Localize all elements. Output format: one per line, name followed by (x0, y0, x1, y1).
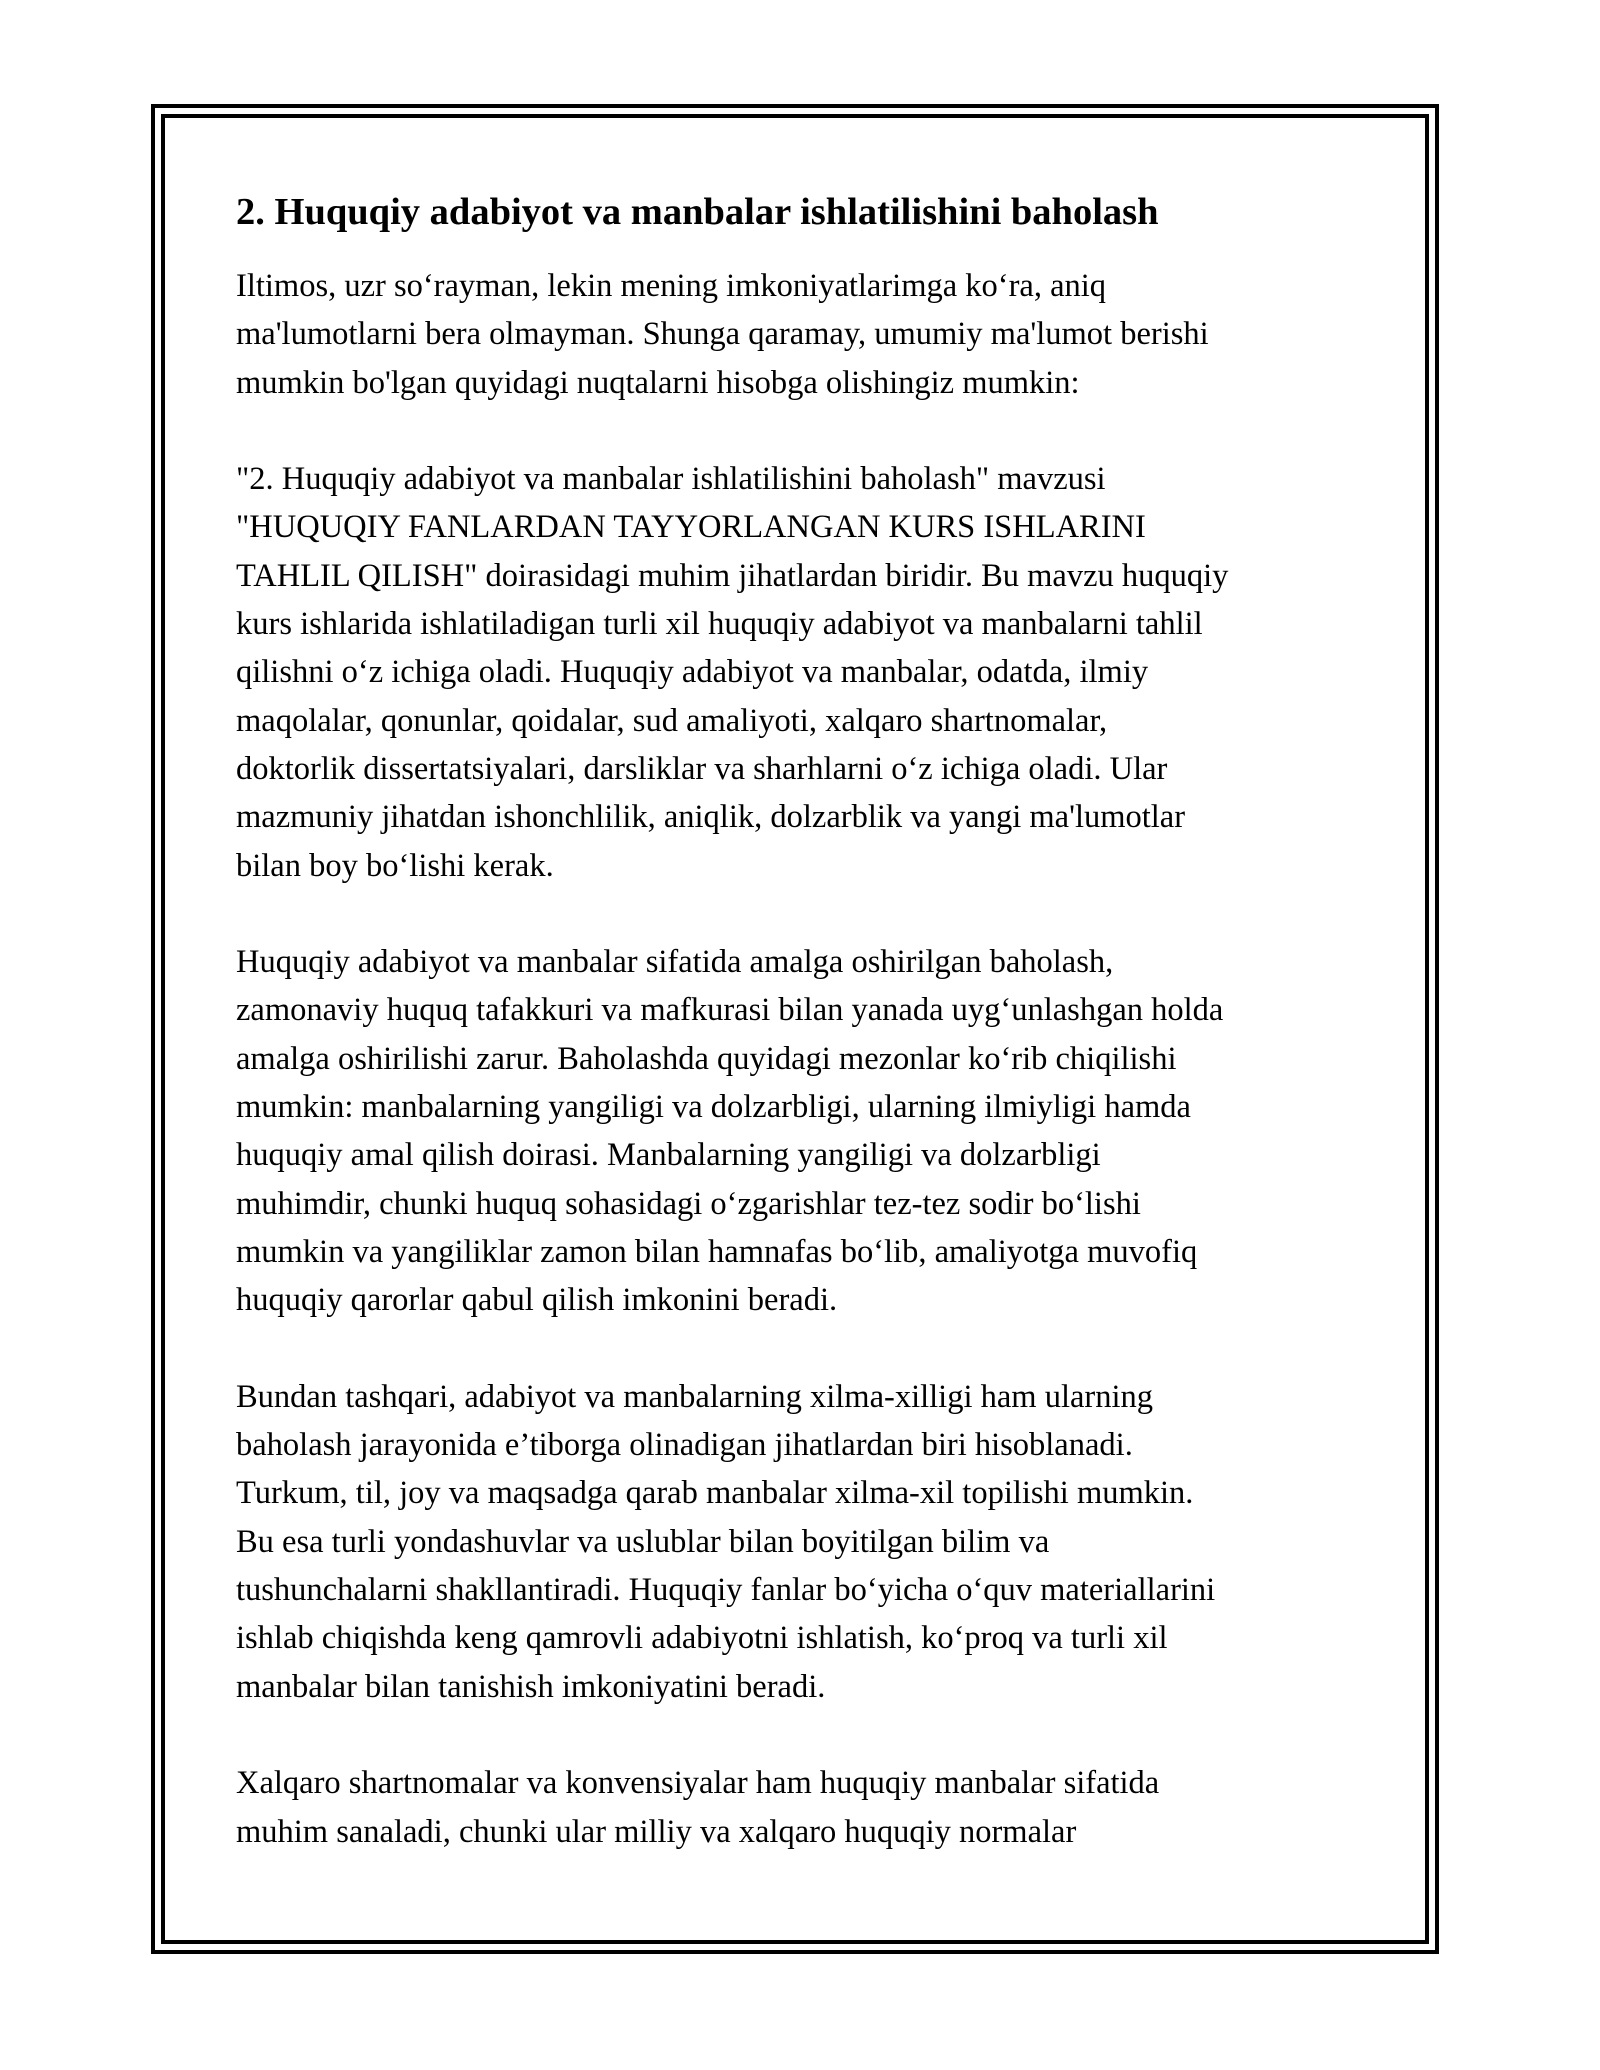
paragraph-gap (236, 890, 1366, 938)
paragraph-gap (236, 1325, 1366, 1373)
paragraph-evaluation-criteria (236, 938, 1366, 1324)
text-line: ma'lumotlarni bera olmayman. Shunga qaramay, umumiy ma'lumot berishi (236, 316, 1209, 353)
text-line: huquqiy qarorlar qabul qilish imkonini beradi. (236, 1282, 838, 1319)
text-line: baholash jarayonida e’tiborga olinadigan jihatlardan biri hisoblanadi. (236, 1427, 1133, 1464)
paragraph-source-diversity (236, 1373, 1366, 1711)
text-line: qilishni o‘z ichiga oladi. Huquqiy adabiyot va manbalar, odatda, ilmiy (236, 654, 1149, 691)
text-line: tushunchalarni shakllantiradi. Huquqiy fanlar bo‘yicha o‘quv materiallarini (236, 1572, 1216, 1609)
text-line: mazmuniy jihatdan ishonchlilik, aniqlik, dolzarblik va yangi ma'lumotlar (236, 799, 1186, 836)
text-line: mumkin: manbalarning yangiligi va dolzarbligi, ularning ilmiyligi hamda (236, 1089, 1191, 1126)
text-line: zamonaviy huquq tafakkuri va mafkurasi bilan yanada uyg‘unlashgan holda (236, 992, 1224, 1029)
document-body (236, 188, 1366, 1856)
text-line: ishlab chiqishda keng qamrovli adabiyotni ishlatish, ko‘proq va turli xil (236, 1620, 1168, 1657)
section-heading: 2. Huquqiy adabiyot va manbalar ishlatilishini baholash (236, 191, 1159, 233)
text-line: "HUQUQIY FANLARDAN TAYYORLANGAN KURS ISHLARINI (236, 509, 1146, 546)
text-line: huquqiy amal qilish doirasi. Manbalarning yangiligi va dolzarbligi (236, 1137, 1101, 1174)
text-line: Bu esa turli yondashuvlar va uslublar bilan boyitilgan bilim va (236, 1523, 1050, 1560)
text-line: Iltimos, uzr so‘rayman, lekin mening imkoniyatlarimga ko‘ra, aniq (236, 268, 1107, 304)
text-line: muhimdir, chunki huquq sohasidagi o‘zgarishlar tez-tez sodir bo‘lishi (236, 1185, 1141, 1222)
text-line: Xalqaro shartnomalar va konvensiyalar ham huquqiy manbalar sifatida (236, 1765, 1160, 1802)
text-line: mumkin va yangiliklar zamon bilan hamnafas bo‘lib, amaliyotga muvofiq (236, 1233, 1198, 1270)
text-line: Bundan tashqari, adabiyot va manbalarning xilma-xilligi ham ularning (236, 1378, 1153, 1415)
text-line: manbalar bilan tanishish imkoniyatini beradi. (236, 1668, 826, 1705)
paragraph-gap (236, 407, 1366, 455)
text-line: TAHLIL QILISH" doirasidagi muhim jihatlardan biridir. Bu mavzu huquqiy (236, 557, 1229, 594)
text-line: muhim sanaladi, chunki ular milliy va xalqaro huquqiy normalar (236, 1813, 1077, 1850)
text-line: mumkin bo'lgan quyidagi nuqtalarni hisobga olishingiz mumkin: (236, 364, 1080, 401)
text-line: maqolalar, qonunlar, qoidalar, sud amaliyoti, xalqaro shartnomalar, (236, 702, 1108, 739)
text-line: Turkum, til, joy va maqsadga qarab manbalar xilma-xil topilishi mumkin. (236, 1475, 1194, 1512)
paragraph-gap (236, 1711, 1366, 1759)
paragraph-topic-intro (236, 455, 1366, 890)
text-line: kurs ishlarida ishlatiladigan turli xil huquqiy adabiyot va manbalarni tahlil (236, 606, 1203, 643)
paragraph-international-treaties (236, 1759, 1366, 1856)
paragraph-apology (236, 262, 1366, 407)
text-line: amalga oshirilishi zarur. Baholashda quyidagi mezonlar ko‘rib chiqilishi (236, 1040, 1177, 1077)
text-line: "2. Huquqiy adabiyot va manbalar ishlatilishini baholash" mavzusi (236, 461, 1106, 498)
text-line: doktorlik dissertatsiyalari, darsliklar va sharhlarni o‘z ichiga oladi. Ular (236, 750, 1168, 787)
text-line: Huquqiy adabiyot va manbalar sifatida amalga oshirilgan baholash, (236, 944, 1114, 981)
text-line: bilan boy bo‘lishi kerak. (236, 847, 554, 884)
